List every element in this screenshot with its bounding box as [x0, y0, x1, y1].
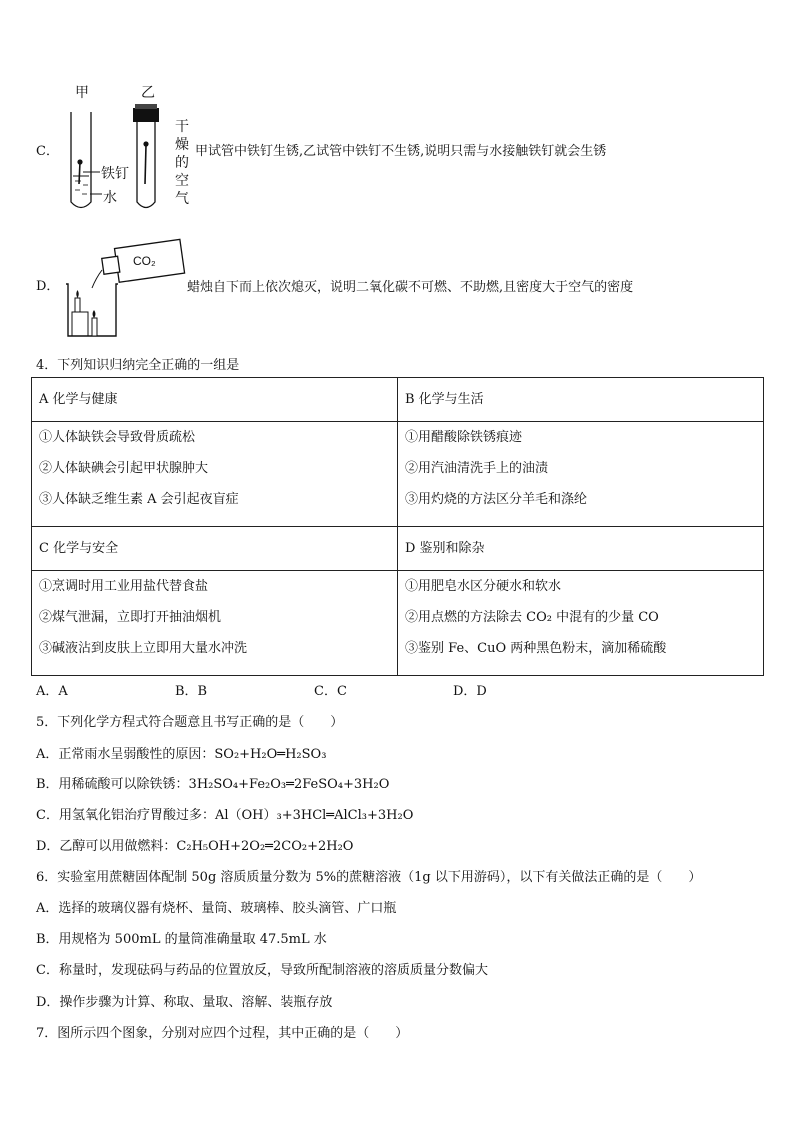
q4-option-a: A．A	[36, 684, 68, 699]
q4-cell-b-title: B 化学与生活	[398, 378, 764, 422]
q4-stem: 4．下列知识归纳完全正确的一组是	[36, 358, 240, 373]
q6-stem: 6．实验室用蔗糖固体配制 50g 溶质质量分数为 5%的蔗糖溶液（1g 以下用游码），以下有关做法正确的是（ ）	[36, 870, 702, 885]
q4-cell-c-items	[32, 571, 398, 676]
q4-cell-b-items	[398, 422, 764, 527]
q3-option-d-label: D．	[36, 279, 60, 294]
list-item: ①烹调时用工业用盐代替食盐	[39, 579, 209, 594]
q4-option-b: B．B	[175, 684, 208, 699]
list-item: ①用肥皂水区分硬水和软水	[405, 579, 562, 594]
q5-option-c: C．用氢氧化铝治疗胃酸过多：Al（OH）₃+3HCl═AlCl₃+3H₂O	[36, 808, 414, 823]
list-item: ③人体缺乏维生素 A 会引起夜盲症	[39, 492, 239, 507]
q6-option-d: D．操作步骤为计算、称取、量取、溶解、装瓶存放	[36, 995, 333, 1010]
q6-option-b: B．用规格为 500mL 的量筒准确量取 47.5mL 水	[36, 932, 327, 947]
q4-cell-d-items	[398, 571, 764, 676]
q4-option-c: C．C	[314, 684, 347, 699]
nail-label: 铁钉	[101, 165, 129, 181]
q7-stem: 7．图所示四个图象，分别对应四个过程，其中正确的是（ ）	[36, 1026, 409, 1041]
q3-option-c-text: 甲试管中铁钉生锈,乙试管中铁钉不生锈,说明只需与水接触铁钉就会生锈	[195, 144, 607, 159]
q3-option-c-label: C．	[36, 144, 59, 159]
list-item: ③碱液沾到皮肤上立即用大量水冲洗	[39, 641, 248, 656]
q4-cell-d-title: D 鉴别和除杂	[398, 527, 764, 571]
q4-cell-a-title: A 化学与健康	[32, 378, 398, 422]
q5-stem: 5．下列化学方程式符合题意且书写正确的是（ ）	[36, 715, 344, 730]
list-item: ②用汽油清洗手上的油渍	[405, 461, 549, 476]
water-label: 水	[103, 189, 117, 205]
list-item: ③鉴别 Fe、CuO 两种黑色粉末，滴加稀硫酸	[405, 641, 667, 656]
list-item: ②煤气泄漏，立即打开抽油烟机	[39, 610, 222, 625]
q6-option-a: A．选择的玻璃仪器有烧杯、量筒、玻璃棒、胶头滴管、广口瓶	[36, 901, 397, 916]
co2-bottle-label: CO₂	[133, 254, 156, 268]
q3-option-d-text: 蜡烛自下而上依次熄灭，说明二氧化碳不可燃、不助燃,且密度大于空气的密度	[187, 280, 634, 295]
q5-option-b: B．用稀硫酸可以除铁锈：3H₂SO₄+Fe₂O₃═2FeSO₄+3H₂O	[36, 777, 390, 792]
q5-option-a: A．正常雨水呈弱酸性的原因：SO₂+H₂O═H₂SO₃	[36, 747, 327, 762]
q5-option-d: D．乙醇可以用做燃料：C₂H₅OH+2O₂═2CO₂+2H₂O	[36, 839, 354, 854]
list-item: ①人体缺铁会导致骨质疏松	[39, 430, 196, 445]
list-item: ②人体缺碘会引起甲状腺肿大	[39, 461, 209, 476]
q6-option-c: C．称量时，发现砝码与药品的位置放反，导致所配制溶液的溶质质量分数偏大	[36, 963, 488, 978]
q4-cell-a-items	[32, 422, 398, 527]
q4-option-d: D．D	[453, 684, 487, 699]
tube-jia-label: 甲	[75, 84, 89, 100]
q4-table	[31, 377, 764, 676]
list-item: ①用醋酸除铁锈痕迹	[405, 430, 523, 445]
q4-cell-c-title: C 化学与安全	[32, 527, 398, 571]
co2-beaker-diagram	[58, 232, 188, 344]
tube-yi-label: 乙	[141, 84, 155, 100]
dry-air-label: 干 燥 的 空 气	[175, 118, 189, 206]
list-item: ②用点燃的方法除去 CO₂ 中混有的少量 CO	[405, 610, 659, 625]
list-item: ③用灼烧的方法区分羊毛和涤纶	[405, 492, 588, 507]
